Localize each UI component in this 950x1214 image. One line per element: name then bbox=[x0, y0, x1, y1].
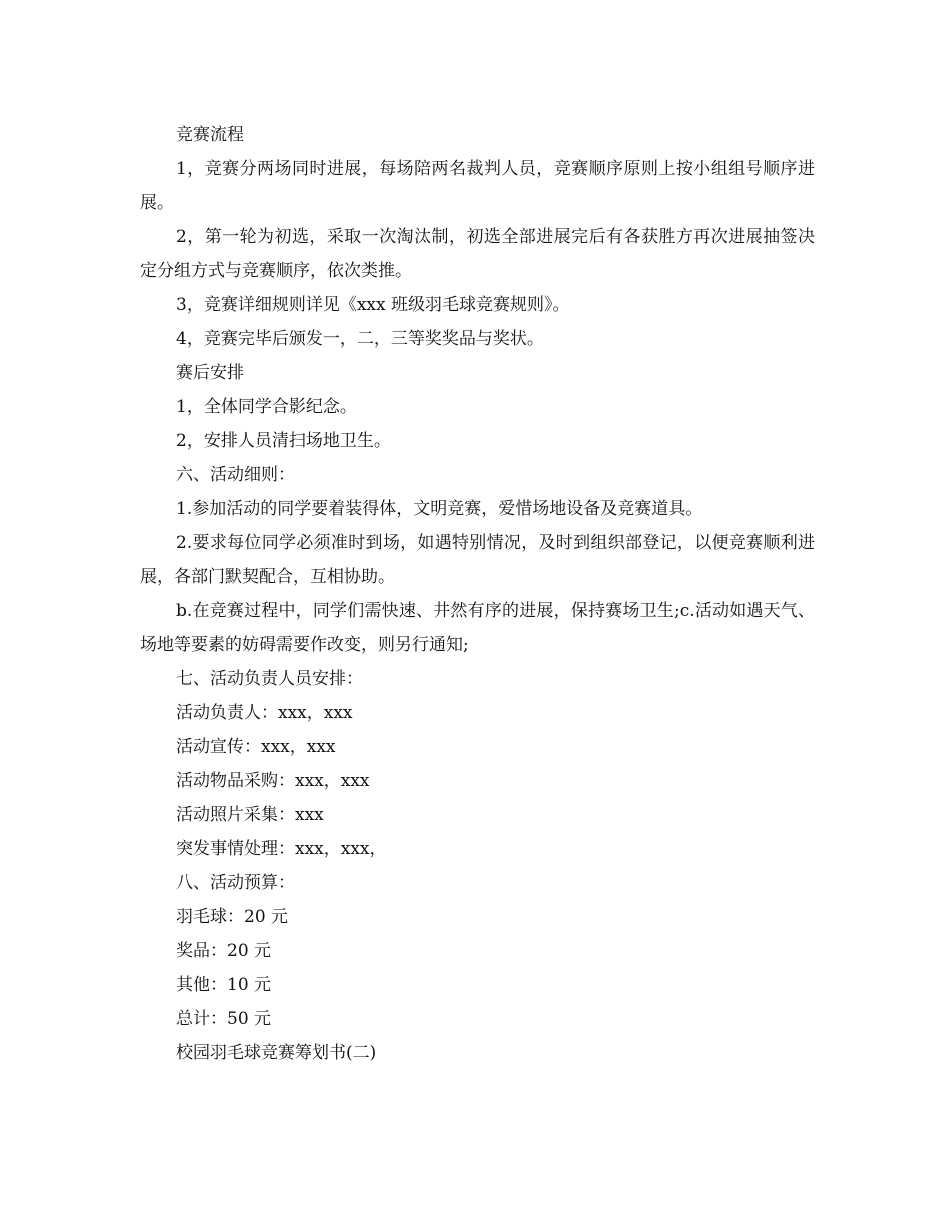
budget-prizes: 奖品：20 元 bbox=[176, 941, 272, 961]
staff-lead: 活动负责人：xxx，xxx bbox=[176, 703, 353, 723]
staff-promotion: 活动宣传：xxx，xxx bbox=[176, 737, 336, 757]
budget-shuttlecock: 羽毛球：20 元 bbox=[176, 907, 289, 927]
section-heading-staff: 七、活动负责人员安排： bbox=[176, 669, 363, 689]
paragraph-process-1: 1，竞赛分两场同时进展，每场陪两名裁判人员，竞赛顺序原则上按小组组号顺序进展。 bbox=[140, 159, 815, 213]
paragraph-post-match-1: 1，全体同学合影纪念。 bbox=[176, 397, 357, 417]
section-heading-post-match: 赛后安排 bbox=[176, 363, 244, 383]
section-heading-budget: 八、活动预算： bbox=[176, 873, 295, 893]
paragraph-rule-1: 1.参加活动的同学要着装得体，文明竞赛，爱惜场地设备及竞赛道具。 bbox=[176, 499, 703, 519]
staff-photography: 活动照片采集：xxx bbox=[176, 805, 324, 825]
paragraph-process-2: 2，第一轮为初选，采取一次淘汰制，初选全部进展完后有各获胜方再次进展抽签决定分组方式与竞赛顺序，依次类推。 bbox=[140, 227, 815, 281]
next-document-title: 校园羽毛球竞赛筹划书(二) bbox=[176, 1043, 377, 1063]
paragraph-process-3: 3，竞赛详细规则详见《xxx 班级羽毛球竞赛规则》。 bbox=[176, 295, 570, 315]
paragraph-process-4: 4，竞赛完毕后颁发一，二，三等奖奖品与奖状。 bbox=[176, 329, 544, 349]
section-heading-competition-process: 竞赛流程 bbox=[176, 125, 244, 145]
staff-emergency: 突发事情处理：xxx，xxx， bbox=[176, 839, 387, 859]
budget-total: 总计：50 元 bbox=[176, 1009, 272, 1029]
paragraph-rule-b: b.在竞赛过程中，同学们需快速、井然有序的进展，保持赛场卫生;c.活动如遇天气、场地等要素的妨碍需要作改变，则另行通知; bbox=[140, 601, 815, 655]
budget-other: 其他：10 元 bbox=[176, 975, 272, 995]
staff-procurement: 活动物品采购：xxx，xxx bbox=[176, 771, 370, 791]
section-heading-activity-rules: 六、活动细则： bbox=[176, 465, 295, 485]
paragraph-post-match-2: 2，安排人员清扫场地卫生。 bbox=[176, 431, 391, 451]
paragraph-rule-2: 2.要求每位同学必须准时到场，如遇特别情况，及时到组织部登记，以便竞赛顺利进展，各部门默契配合，互相协助。 bbox=[140, 533, 815, 587]
document-body bbox=[140, 118, 815, 1070]
